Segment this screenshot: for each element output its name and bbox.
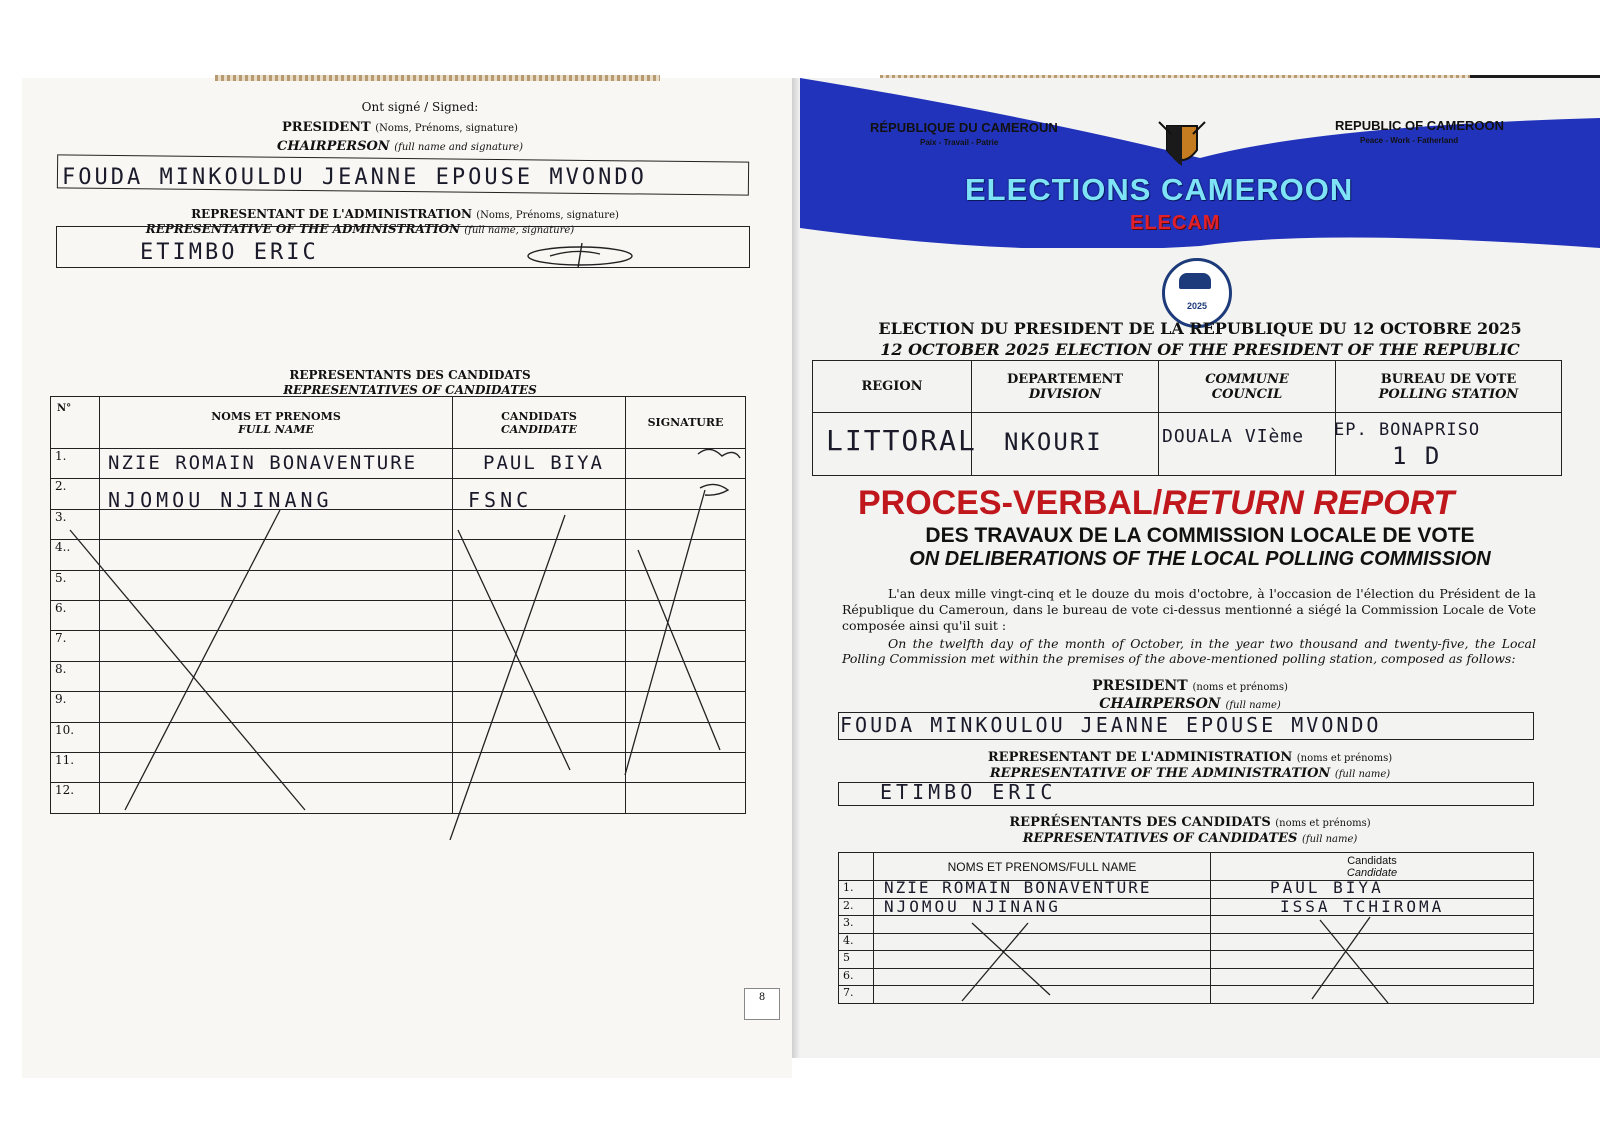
page-edge (215, 75, 660, 81)
col-name-header: NOMS ET PRENOMS FULL NAME (100, 397, 453, 449)
intro-paragraph-en: On the twelfth day of the month of October, in the year two thousand and twenty-five, the Local Polling Commission met within the premises of the above-mentioned polling station, composed as follows: (842, 636, 1536, 666)
table-row: 5. (51, 570, 746, 600)
table-row: 1. (51, 449, 746, 479)
left-row1-candidate: PAUL BIYA (483, 452, 604, 474)
republic-fr: RÉPUBLIQUE DU CAMEROUN (870, 120, 1058, 135)
right-col-name-header: NOMS ET PRENOMS/FULL NAME (874, 853, 1211, 881)
election-title-fr: ELECTION DU PRESIDENT DE LA REPUBLIQUE DU 12 OCTOBRE 2025 (878, 319, 1522, 338)
table-row: 6. (51, 601, 746, 631)
coat-of-arms-icon (1153, 116, 1211, 174)
col-number-header: N° (51, 397, 100, 449)
right-chair-heading: CHAIRPERSON (full name) (1099, 696, 1281, 712)
right-cand-heading: REPRÉSENTANTS DES CANDIDATS (noms et prénoms) (1009, 815, 1371, 830)
commune-header: COMMUNE COUNCIL (1159, 361, 1336, 413)
elecam-seal-icon: 2025 (1162, 258, 1232, 328)
right-table-strikeouts (940, 915, 1420, 1010)
col-signature-header: SIGNATURE (626, 397, 746, 449)
pv-subtitle-en: ON DELIBERATIONS OF THE LOCAL POLLING COMMISSION (909, 548, 1491, 570)
pv-subtitle-fr: DES TRAVAUX DE LA COMMISSION LOCALE DE VOTE (925, 524, 1475, 547)
location-table (812, 360, 1562, 476)
table-row: 2. (51, 479, 746, 509)
motto-fr: Paix - Travail - Patrie (920, 138, 999, 147)
left-row1-name: NZIE ROMAIN BONAVENTURE (108, 452, 418, 474)
table-row: 1. (839, 881, 1534, 899)
page-fold (792, 78, 800, 1058)
chairperson-heading: CHAIRPERSON (full name and signature) (277, 139, 523, 154)
right-row2-name: NJOMOU NJINANG (884, 897, 1061, 916)
table-row: 5 (839, 951, 1534, 969)
department-value: NKOURI (1004, 428, 1103, 456)
left-table-strikeouts (50, 440, 750, 840)
election-title-en: 12 OCTOBER 2025 ELECTION OF THE PRESIDENT OF THE REPUBLIC (880, 340, 1520, 359)
candidates-heading-en: REPRESENTATIVES OF CANDIDATES (283, 383, 537, 397)
right-cand-heading-en: REPRESENTATIVES OF CANDIDATES (full name) (1022, 831, 1358, 846)
bureau-value-2: 1 D (1392, 442, 1442, 470)
intro-paragraph-fr: L'an deux mille vingt-cinq et le douze du mois d'octobre, à l'occasion de l'élection du Président de la République du Cameroun, dans le bureau de vote ci-dessus mentionné a siégé la Commission Locale de Vote composée ainsi qu'il suit : (842, 586, 1536, 633)
right-admin-heading-en: REPRESENTATIVE OF THE ADMINISTRATION (full name) (989, 766, 1391, 781)
table-row: 8. (51, 661, 746, 691)
president-heading: PRESIDENT (Noms, Prénoms, signature) (282, 120, 518, 135)
admin-name-handwritten: ETIMBO ERIC (140, 240, 319, 265)
right-col-candidate-header: Candidats Candidate (1211, 853, 1534, 881)
table-row: 6. (839, 968, 1534, 986)
commune-value: DOUALA VIème (1162, 426, 1305, 447)
department-header: DEPARTEMENT DIVISION (972, 361, 1159, 413)
republic-en: REPUBLIC OF CAMEROON (1335, 118, 1504, 133)
page-number: 8 (744, 988, 780, 1020)
col-candidate-header: CANDIDATS CANDIDATE (453, 397, 626, 449)
table-row: 11. (51, 753, 746, 783)
right-admin-heading: REPRESENTANT DE L'ADMINISTRATION (noms et prénoms) (987, 750, 1393, 765)
admin-signature (520, 238, 640, 272)
table-row: 3. (839, 916, 1534, 934)
table-row: 7. (839, 986, 1534, 1004)
admin-heading: REPRESENTANT DE L'ADMINISTRATION (Noms, Prénoms, signature) (191, 207, 619, 221)
right-president-heading: PRESIDENT (noms et prénoms) (1092, 678, 1288, 694)
bureau-value: EP. BONAPRISO (1334, 420, 1481, 440)
right-row1-candidate: PAUL BIYA (1270, 878, 1384, 897)
president-name-handwritten: FOUDA MINKOULDU JEANNE EPOUSE MVONDO (62, 165, 647, 190)
candidates-heading: REPRESENTANTS DES CANDIDATS (289, 368, 531, 382)
pv-title: PROCES-VERBAL/RETURN REPORT (858, 484, 1455, 522)
table-row: 4.. (51, 540, 746, 570)
region-header: REGION (813, 361, 972, 413)
table-row: 9. (51, 692, 746, 722)
brand-title: ELECTIONS CAMEROON (965, 172, 1354, 207)
table-row: 10. (51, 722, 746, 752)
motto-en: Peace - Work - Fatherland (1360, 136, 1459, 145)
right-admin-name: ETIMBO ERIC (880, 780, 1057, 804)
region-value: LITTORAL (826, 424, 977, 457)
bureau-header: BUREAU DE VOTE POLLING STATION (1336, 361, 1562, 413)
table-row: 2. (839, 898, 1534, 916)
table-row: 12. (51, 783, 746, 814)
brand-short: ELECAM (1130, 212, 1221, 234)
admin-heading-en: REPRESENTATIVE OF THE ADMINISTRATION (full name, signature) (145, 222, 575, 236)
right-row2-candidate: ISSA TCHIROMA (1280, 897, 1445, 916)
right-president-name: FOUDA MINKOULOU JEANNE EPOUSE MVONDO (840, 713, 1382, 737)
signed-title: Ont signé / Signed: (361, 100, 479, 114)
right-row1-name: NZIE ROMAIN BONAVENTURE (884, 878, 1152, 897)
left-row2-candidate: FSNC (468, 488, 533, 512)
table-row: 7. (51, 631, 746, 661)
table-row: 4. (839, 933, 1534, 951)
table-row: 3. (51, 509, 746, 539)
left-row2-name: NJOMOU NJINANG (108, 488, 333, 512)
